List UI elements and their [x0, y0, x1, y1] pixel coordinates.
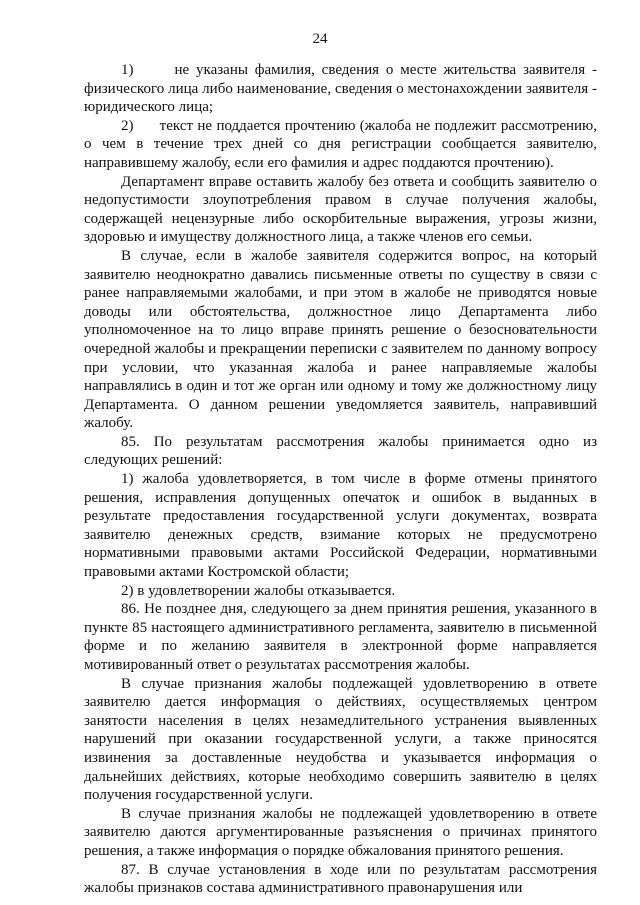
page-number: 24	[312, 31, 328, 47]
document-body	[84, 61, 597, 898]
paragraph-complaint-not-satisfied: В случае признания жалобы не подлежащей удовлетворению в ответе заявителю даются аргументированные разъяснения о причинах принятого решения, а также информация о порядке обжалования принятого решения.	[84, 805, 597, 859]
paragraph-clause-85-option-2: 2) в удовлетворении жалобы отказывается.	[121, 582, 396, 599]
paragraph-repeated-question: В случае, если в жалобе заявителя содержится вопрос, на который заявителю неоднократно давались письменные ответы по существу в связи с ранее направляемыми жалобами, и при этом в жалобе не приводятся новые доводы или обстоятельства, должностное лицо Департамента либо уполномоченное на то лицо вправе принять решение о безосновательности очередной жалобы и прекращении переписки с заявителем по данному вопросу при условии, что указанная жалоба и ранее направляемые жалобы направлялись в один и тот же орган или одному и тому же должностному лицу Департамента. О данном решении уведомляется заявитель, направивший жалобу.	[84, 247, 597, 432]
paragraph-item-1-missing-name: 1) не указаны фамилия, сведения о месте жительства заявителя - физического лица либо наименование, сведения о местонахождении заявителя - юридического лица;	[84, 62, 597, 116]
paragraph-item-2-unreadable-text: 2) текст не поддается прочтению (жалоба не подлежит рассмотрению, о чем в течение трех дней со дня регистрации сообщается заявителю, направившему жалобу, если его фамилия и адрес поддаются прочтению).	[84, 117, 597, 171]
paragraph-clause-87: 87. В случае установления в ходе или по результатам рассмотрения жалобы признаков состава административного правонарушения или	[84, 861, 597, 897]
paragraph-complaint-satisfied: В случае признания жалобы подлежащей удовлетворению в ответе заявителю дается информация о действиях, осуществляемых центром занятости населения в целях незамедлительного устранения выявленных нарушений при оказании государственной услуги, а также приносятся извинения за доставленные неудобства и указывается информация о дальнейших действиях, которые необходимо совершить заявителю в целях получения государственной услуги.	[84, 675, 597, 804]
paragraph-clause-86: 86. Не позднее дня, следующего за днем принятия решения, указанного в пункте 85 настоящего административного регламента, заявителю в письменной форме и по желанию заявителя в электронной форме направляется мотивированный ответ о результатах рассмотрения жалобы.	[84, 601, 597, 673]
paragraph-department-may-leave-without-answer: Департамент вправе оставить жалобу без ответа и сообщить заявителю о недопустимости злоупотребления правом в случае получения жалобы, содержащей нецензурные либо оскорбительные выражения, угрозы жизни, здоровью и имуществу должностного лица, а также членов его семьи.	[84, 173, 597, 246]
paragraph-clause-85: 85. По результатам рассмотрения жалобы принимается одно из следующих решений:	[84, 433, 597, 469]
paragraph-clause-85-option-1: 1) жалоба удовлетворяется, в том числе в форме отмены принятого решения, исправления допущенных опечаток и ошибок в выданных в результате предоставления государственной услуги документах, возврата заявителю денежных средств, взимание которых не предусмотрено нормативными правовыми актами Российской Федерации, нормативными правовыми актами Костромской области;	[84, 471, 597, 581]
